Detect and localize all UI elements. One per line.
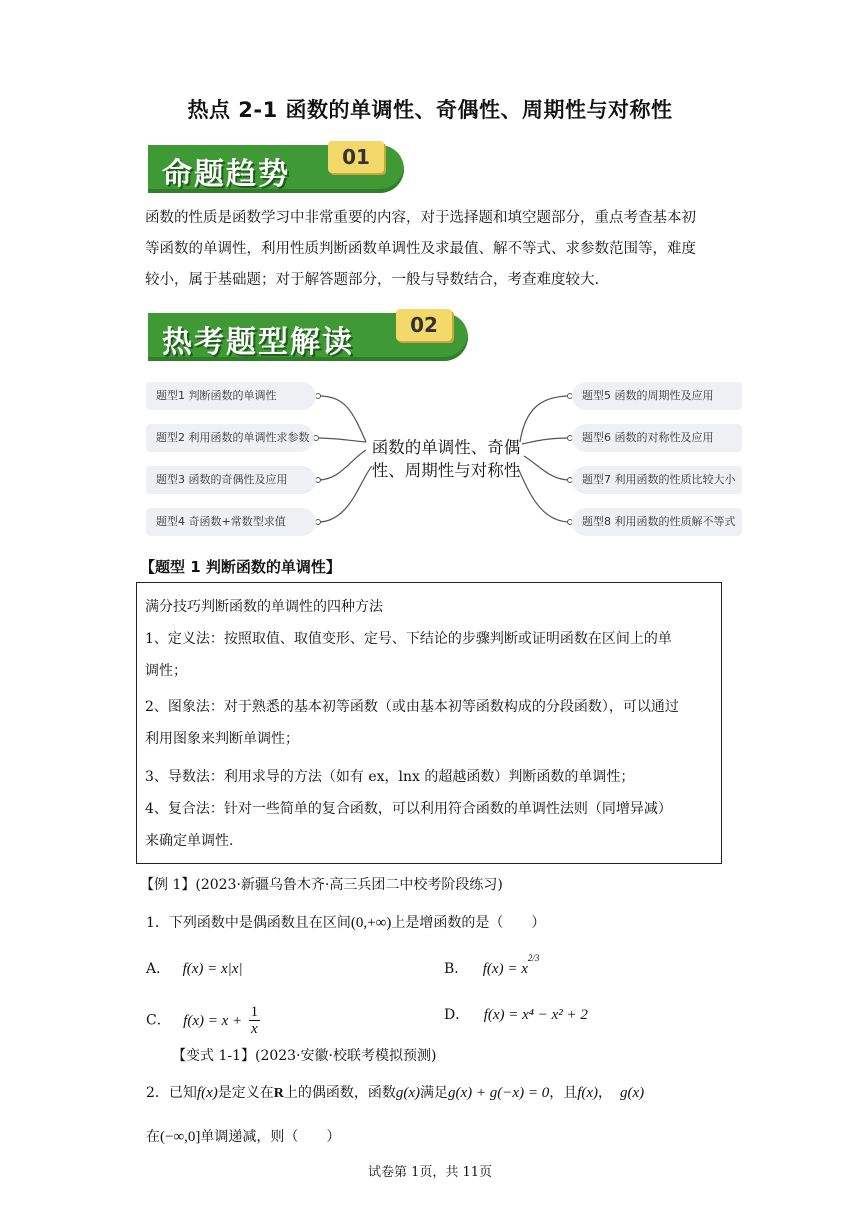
mindmap-item-type8: 题型8 利用函数的性质解不等式 <box>572 508 742 536</box>
question-text: ， <box>598 1085 613 1101</box>
math-R: R <box>273 1086 284 1101</box>
intro-line: 函数的性质是函数学习中非常重要的内容，对于选择题和填空题部分，重点考查基本初 <box>145 210 696 226</box>
math-gx: g(x) <box>620 1085 645 1101</box>
question-text: 1．下列函数中是偶函数且在区间 <box>146 915 351 931</box>
intro-paragraph <box>145 203 725 296</box>
question-text: 满足 <box>420 1085 449 1101</box>
math-equation: g(x) + g(−x) = 0 <box>448 1085 550 1101</box>
method-line: 来确定单调性. <box>145 833 234 849</box>
page-footer: 试卷第 1页，共 11页 <box>367 1165 493 1180</box>
mindmap-center <box>366 436 526 482</box>
option-letter: B． <box>444 961 469 977</box>
math-fx: f(x) <box>196 1085 218 1101</box>
math-fx: f(x) <box>577 1085 599 1101</box>
option-d[interactable] <box>444 1004 588 1024</box>
question-text: 在 <box>146 1129 160 1145</box>
mindmap-item-type4: 题型4 奇函数+常数型求值 <box>146 508 316 536</box>
mindmap-item-type7: 题型7 利用函数的性质比较大小 <box>572 466 742 494</box>
section-banner-trend <box>148 145 404 193</box>
question-text: 上的偶函数，函数 <box>283 1085 396 1101</box>
mindmap-item-type5: 题型5 函数的周期性及应用 <box>572 382 742 410</box>
section-banner-hot-types <box>148 313 468 361</box>
math-interval: (−∞,0] <box>160 1129 201 1145</box>
option-formula: f(x) = x⁴ − x² + 2 <box>483 1007 588 1023</box>
question-2-line1 <box>146 1082 644 1102</box>
intro-line: 等函数的单调性，利用性质判断函数单调性及求最值、解不等式、求参数范围等，难度 <box>145 241 696 257</box>
method-line: 调性； <box>145 663 187 679</box>
option-letter: A． <box>146 961 171 977</box>
question-text: 单调递减，则（ ） <box>200 1129 341 1145</box>
question-text: 上是增函数的是（ ） <box>391 915 546 931</box>
fraction-denominator: x <box>251 1021 258 1037</box>
question-2-line2 <box>146 1126 340 1146</box>
fraction-numerator: 1 <box>250 1004 259 1020</box>
mindmap-item-type2: 题型2 利用函数的单调性求参数 <box>146 424 314 452</box>
banner-label: 热考题型解读 <box>162 325 354 360</box>
option-b[interactable] <box>444 953 540 978</box>
type1-heading: 【题型 1 判断函数的单调性】 <box>140 558 341 576</box>
banner-number: 01 <box>328 141 384 173</box>
option-fraction <box>249 1004 261 1037</box>
banner-number: 02 <box>396 309 452 341</box>
question-interval: (0,+∞) <box>350 915 392 931</box>
option-letter: C． <box>146 1012 171 1029</box>
question-text: ，且 <box>549 1085 578 1101</box>
question-1 <box>146 912 545 932</box>
mindmap-center-line: 性、周期性与对称性 <box>371 461 521 480</box>
method-line: 利用图象来判断单调性； <box>145 731 299 747</box>
option-exponent: 2/3 <box>527 953 540 964</box>
method-line: 满分技巧判断函数的单调性的四种方法 <box>145 599 383 615</box>
math-gx: g(x) <box>395 1085 421 1101</box>
page-title: 热点 2-1 函数的单调性、奇偶性、周期性与对称性 <box>187 98 673 122</box>
method-line: 3、导数法：利用求导的方法（如有 ex，lnx 的超越函数）判断函数的单调性； <box>145 769 635 785</box>
question-text: 是定义在 <box>217 1085 274 1101</box>
method-line: 1、定义法：按照取值、取值变形、定号、下结论的步骤判断或证明函数在区间上的单 <box>145 631 672 647</box>
option-letter: D． <box>444 1007 470 1023</box>
method-box <box>136 582 722 864</box>
option-a[interactable] <box>146 958 243 978</box>
question-text: 2．已知 <box>146 1085 197 1101</box>
option-formula: f(x) = x|x| <box>182 961 243 977</box>
banner-label: 命题趋势 <box>162 157 290 192</box>
method-line: 2、图象法：对于熟悉的基本初等函数（或由基本初等函数构成的分段函数），可以通过 <box>145 699 679 715</box>
option-formula: f(x) = x + <box>183 1012 243 1029</box>
mindmap-center-line: 函数的单调性、奇偶 <box>371 438 521 457</box>
option-c[interactable] <box>146 1004 260 1037</box>
mindmap-item-type3: 题型3 函数的奇偶性及应用 <box>146 466 316 494</box>
mindmap-item-type1: 题型1 判断函数的单调性 <box>146 382 316 410</box>
method-line: 4、复合法：针对一些简单的复合函数，可以利用符合函数的单调性法则（同增异减） <box>145 801 672 817</box>
intro-line: 较小，属于基础题；对于解答题部分，一般与导数结合，考查难度较大. <box>145 272 600 288</box>
variant-source: 【变式 1-1】(2023·安徽·校联考模拟预测) <box>172 1048 437 1064</box>
option-formula: f(x) = x <box>482 961 528 977</box>
example-source: 【例 1】(2023·新疆乌鲁木齐·高三兵团二中校考阶段练习) <box>140 877 503 893</box>
mindmap-item-type6: 题型6 函数的对称性及应用 <box>572 424 742 452</box>
